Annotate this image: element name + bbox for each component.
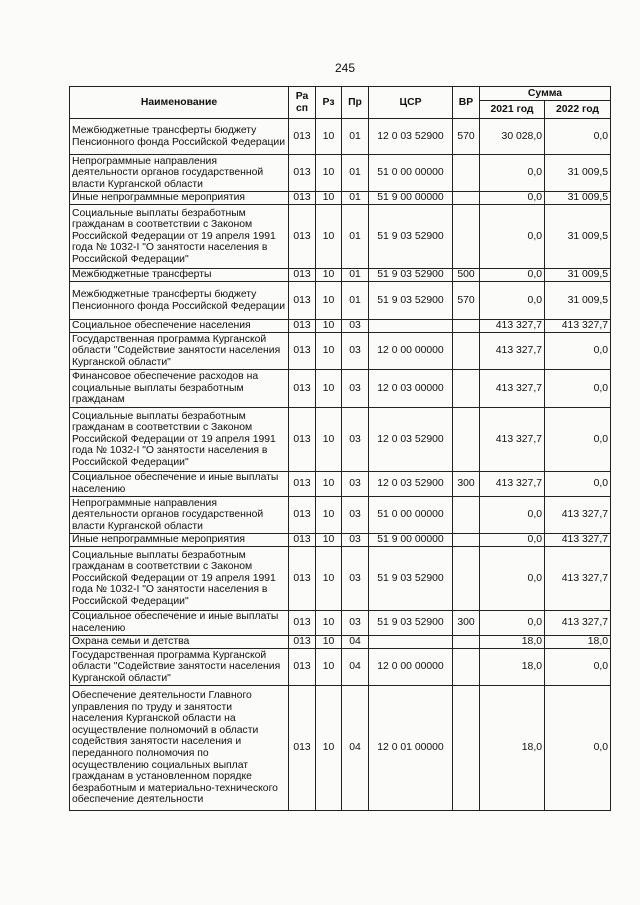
cell-csr: 51 9 00 00000	[369, 534, 453, 547]
cell-rasp: 013	[289, 192, 316, 205]
cell-sum-2021: 0,0	[480, 497, 545, 534]
table-row	[70, 119, 611, 155]
cell-sum-2021: 0,0	[480, 547, 545, 611]
cell-csr: 51 9 00 00000	[369, 192, 453, 205]
cell-sum-2022: 413 327,7	[545, 611, 611, 636]
cell-rz: 10	[316, 649, 342, 686]
cell-pr: 03	[342, 408, 369, 472]
cell-name: Социальные выплаты безработным гражданам в соответствии с Законом Российской Федерации от 19 апреля 1991 года № 1032-I "О занятости населения в Российской Федерации"	[70, 408, 289, 472]
cell-name: Непрограммные направления деятельности органов государственной власти Курганской области	[70, 497, 289, 534]
table-row	[70, 547, 611, 611]
cell-name: Социальные выплаты безработным гражданам в соответствии с Законом Российской Федерации от 19 апреля 1991 года № 1032-I "О занятости населения в Российской Федерации"	[70, 205, 289, 269]
cell-rasp: 013	[289, 333, 316, 370]
cell-sum-2022: 413 327,7	[545, 547, 611, 611]
cell-rz: 10	[316, 282, 342, 320]
table-row	[70, 636, 611, 649]
cell-vr	[453, 192, 480, 205]
cell-sum-2021: 0,0	[480, 534, 545, 547]
cell-sum-2022: 0,0	[545, 119, 611, 155]
cell-sum-2022: 31 009,5	[545, 155, 611, 192]
cell-name: Обеспечение деятельности Главного управления по труду и занятости населения Курганской области на осуществление полномочий в области содействия занятости населения и переданного полномочия по осуществлению социальных выплат гражданам в установленном порядке безработным и материально-технического обеспечение деятельности	[70, 686, 289, 811]
cell-rz: 10	[316, 370, 342, 408]
cell-csr: 12 0 03 52900	[369, 119, 453, 155]
cell-sum-2022: 0,0	[545, 333, 611, 370]
cell-rasp: 013	[289, 649, 316, 686]
cell-name: Непрограммные направления деятельности органов государственной власти Курганской области	[70, 155, 289, 192]
cell-csr: 12 0 03 52900	[369, 408, 453, 472]
header-2022: 2022 год	[545, 101, 611, 119]
header-name: Наименование	[70, 87, 289, 119]
cell-vr: 500	[453, 269, 480, 282]
cell-pr: 03	[342, 472, 369, 497]
cell-vr	[453, 320, 480, 333]
cell-pr: 03	[342, 333, 369, 370]
cell-pr: 04	[342, 636, 369, 649]
cell-vr	[453, 686, 480, 811]
cell-pr: 03	[342, 547, 369, 611]
table-body	[70, 119, 611, 811]
cell-pr: 03	[342, 370, 369, 408]
cell-name: Межбюджетные трансферты бюджету Пенсионного фонда Российской Федерации	[70, 282, 289, 320]
table-header	[70, 87, 611, 119]
header-rz: Рз	[316, 87, 342, 119]
cell-csr: 51 9 03 52900	[369, 547, 453, 611]
cell-sum-2022: 0,0	[545, 370, 611, 408]
cell-rasp: 013	[289, 534, 316, 547]
cell-vr: 300	[453, 611, 480, 636]
cell-name: Межбюджетные трансферты	[70, 269, 289, 282]
cell-csr	[369, 320, 453, 333]
cell-csr: 51 0 00 00000	[369, 497, 453, 534]
cell-vr: 300	[453, 472, 480, 497]
cell-rz: 10	[316, 472, 342, 497]
cell-csr: 51 0 00 00000	[369, 155, 453, 192]
cell-sum-2021: 18,0	[480, 686, 545, 811]
cell-csr: 51 9 03 52900	[369, 282, 453, 320]
cell-sum-2021: 0,0	[480, 205, 545, 269]
cell-name: Социальное обеспечение и иные выплаты населению	[70, 611, 289, 636]
cell-rz: 10	[316, 119, 342, 155]
cell-sum-2022: 413 327,7	[545, 534, 611, 547]
table-row	[70, 192, 611, 205]
cell-sum-2021: 30 028,0	[480, 119, 545, 155]
cell-sum-2022: 18,0	[545, 636, 611, 649]
cell-name: Иные непрограммные мероприятия	[70, 534, 289, 547]
cell-pr: 01	[342, 282, 369, 320]
cell-pr: 04	[342, 649, 369, 686]
cell-vr	[453, 155, 480, 192]
cell-vr	[453, 534, 480, 547]
cell-pr: 03	[342, 611, 369, 636]
cell-rasp: 013	[289, 686, 316, 811]
cell-rz: 10	[316, 534, 342, 547]
table-row	[70, 333, 611, 370]
cell-rasp: 013	[289, 282, 316, 320]
table-row	[70, 370, 611, 408]
header-sum: Сумма	[480, 87, 611, 101]
table-row	[70, 282, 611, 320]
cell-rz: 10	[316, 192, 342, 205]
cell-sum-2022: 31 009,5	[545, 269, 611, 282]
cell-rasp: 013	[289, 119, 316, 155]
cell-rz: 10	[316, 547, 342, 611]
cell-vr	[453, 333, 480, 370]
cell-rasp: 013	[289, 636, 316, 649]
cell-pr: 01	[342, 119, 369, 155]
cell-pr: 01	[342, 269, 369, 282]
table-row	[70, 269, 611, 282]
cell-rz: 10	[316, 497, 342, 534]
cell-name: Социальное обеспечение и иные выплаты населению	[70, 472, 289, 497]
cell-csr: 12 0 00 00000	[369, 649, 453, 686]
cell-rz: 10	[316, 320, 342, 333]
table-row	[70, 649, 611, 686]
cell-vr: 570	[453, 282, 480, 320]
page-number: 245	[334, 61, 356, 75]
cell-sum-2021: 0,0	[480, 192, 545, 205]
cell-csr: 12 0 03 00000	[369, 370, 453, 408]
table-row	[70, 320, 611, 333]
cell-sum-2022: 31 009,5	[545, 205, 611, 269]
header-2021: 2021 год	[480, 101, 545, 119]
cell-sum-2022: 0,0	[545, 408, 611, 472]
cell-pr: 03	[342, 320, 369, 333]
cell-sum-2022: 0,0	[545, 686, 611, 811]
cell-pr: 03	[342, 497, 369, 534]
cell-rz: 10	[316, 408, 342, 472]
cell-sum-2021: 0,0	[480, 269, 545, 282]
table-row	[70, 408, 611, 472]
table-row	[70, 472, 611, 497]
cell-sum-2021: 0,0	[480, 282, 545, 320]
budget-table	[69, 86, 611, 811]
cell-name: Охрана семьи и детства	[70, 636, 289, 649]
cell-pr: 01	[342, 205, 369, 269]
cell-sum-2021: 413 327,7	[480, 408, 545, 472]
cell-csr: 12 0 00 00000	[369, 333, 453, 370]
cell-pr: 01	[342, 155, 369, 192]
table-row	[70, 155, 611, 192]
cell-pr: 03	[342, 534, 369, 547]
cell-rz: 10	[316, 333, 342, 370]
cell-vr	[453, 408, 480, 472]
table-row	[70, 611, 611, 636]
table-row	[70, 686, 611, 811]
cell-rz: 10	[316, 611, 342, 636]
cell-sum-2021: 413 327,7	[480, 333, 545, 370]
cell-vr	[453, 497, 480, 534]
cell-csr: 51 9 03 52900	[369, 269, 453, 282]
cell-sum-2021: 18,0	[480, 649, 545, 686]
table-row	[70, 205, 611, 269]
cell-sum-2021: 413 327,7	[480, 472, 545, 497]
cell-name: Социальное обеспечение населения	[70, 320, 289, 333]
cell-sum-2022: 0,0	[545, 472, 611, 497]
cell-rz: 10	[316, 205, 342, 269]
cell-vr: 570	[453, 119, 480, 155]
cell-sum-2021: 0,0	[480, 611, 545, 636]
cell-sum-2022: 31 009,5	[545, 192, 611, 205]
cell-name: Государственная программа Курганской области "Содействие занятости населения Курганской области"	[70, 649, 289, 686]
table-row	[70, 497, 611, 534]
cell-csr: 51 9 03 52900	[369, 205, 453, 269]
table-row	[70, 534, 611, 547]
cell-rz: 10	[316, 155, 342, 192]
header-rasp: Ра сп	[289, 87, 316, 119]
cell-name: Межбюджетные трансферты бюджету Пенсионного фонда Российской Федерации	[70, 119, 289, 155]
cell-sum-2022: 0,0	[545, 649, 611, 686]
cell-csr: 12 0 03 52900	[369, 472, 453, 497]
cell-rasp: 013	[289, 497, 316, 534]
cell-name: Иные непрограммные мероприятия	[70, 192, 289, 205]
cell-vr	[453, 205, 480, 269]
cell-rasp: 013	[289, 370, 316, 408]
header-csr: ЦСР	[369, 87, 453, 119]
cell-csr: 12 0 01 00000	[369, 686, 453, 811]
cell-pr: 04	[342, 686, 369, 811]
cell-name: Социальные выплаты безработным гражданам в соответствии с Законом Российской Федерации от 19 апреля 1991 года № 1032-I "О занятости населения в Российской Федерации"	[70, 547, 289, 611]
cell-rasp: 013	[289, 547, 316, 611]
cell-rasp: 013	[289, 472, 316, 497]
cell-rz: 10	[316, 636, 342, 649]
cell-vr	[453, 649, 480, 686]
cell-sum-2022: 31 009,5	[545, 282, 611, 320]
cell-sum-2021: 0,0	[480, 155, 545, 192]
cell-vr	[453, 370, 480, 408]
header-pr: Пр	[342, 87, 369, 119]
cell-name: Финансовое обеспечение расходов на социальные выплаты безработным гражданам	[70, 370, 289, 408]
cell-vr	[453, 636, 480, 649]
cell-csr	[369, 636, 453, 649]
cell-pr: 01	[342, 192, 369, 205]
cell-sum-2021: 413 327,7	[480, 370, 545, 408]
cell-rasp: 013	[289, 205, 316, 269]
cell-vr	[453, 547, 480, 611]
cell-sum-2022: 413 327,7	[545, 320, 611, 333]
cell-csr: 51 9 03 52900	[369, 611, 453, 636]
cell-name: Государственная программа Курганской области "Содействие занятости населения Курганской области"	[70, 333, 289, 370]
header-vr: ВР	[453, 87, 480, 119]
cell-rasp: 013	[289, 611, 316, 636]
cell-sum-2022: 413 327,7	[545, 497, 611, 534]
cell-sum-2021: 413 327,7	[480, 320, 545, 333]
cell-rz: 10	[316, 269, 342, 282]
cell-rasp: 013	[289, 155, 316, 192]
cell-rasp: 013	[289, 408, 316, 472]
cell-rasp: 013	[289, 269, 316, 282]
cell-rz: 10	[316, 686, 342, 811]
cell-rasp: 013	[289, 320, 316, 333]
cell-sum-2021: 18,0	[480, 636, 545, 649]
